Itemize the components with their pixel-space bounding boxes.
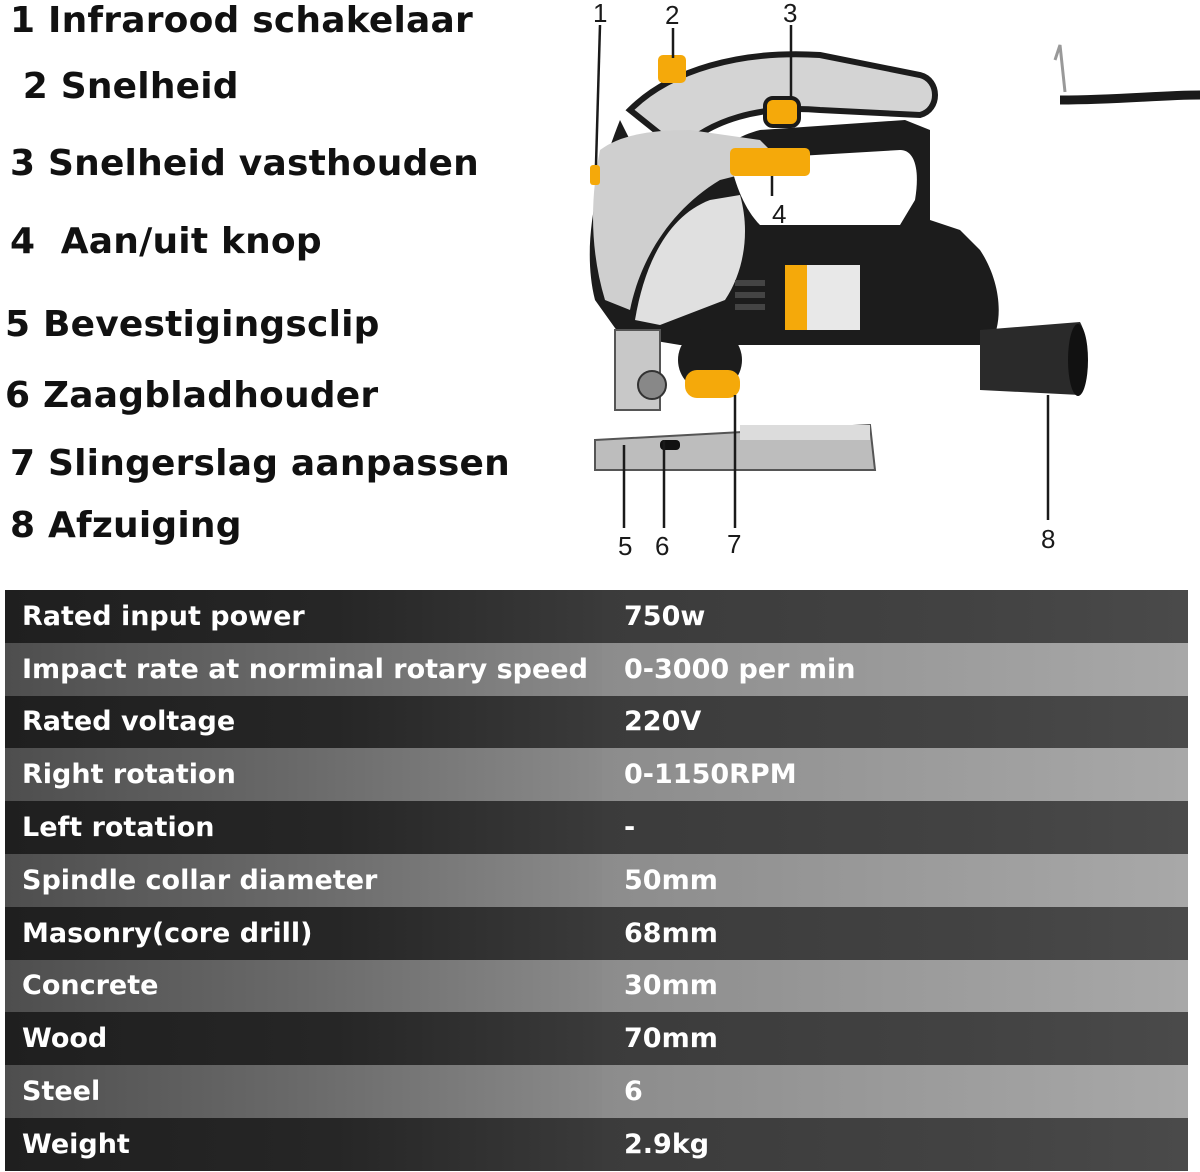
vent <box>735 280 765 286</box>
table-row <box>5 590 1188 643</box>
label-sticker-accent <box>785 265 807 330</box>
power-cord <box>1060 95 1200 100</box>
spec-label: Weight <box>5 1118 602 1171</box>
spec-value: 70mm <box>602 1012 1188 1065</box>
callout-2: 2 <box>665 0 680 30</box>
legend-item-1: 1 Infrarood schakelaar <box>10 0 473 41</box>
spec-value: 0-3000 per min <box>602 643 1188 696</box>
legend-item-8: 8 Afzuiging <box>10 505 242 546</box>
spec-label: Concrete <box>5 960 602 1013</box>
legend-item-2: 2 Snelheid <box>10 66 239 107</box>
spec-label: Right rotation <box>5 748 602 801</box>
leader-line-1 <box>596 25 600 165</box>
table-row <box>5 1012 1188 1065</box>
legend-item-3: 3 Snelheid vasthouden <box>10 143 479 184</box>
infrared-switch <box>590 165 600 185</box>
callout-4: 4 <box>772 199 787 229</box>
table-row <box>5 801 1188 854</box>
spec-label: Left rotation <box>5 801 602 854</box>
spec-value: - <box>602 801 1188 854</box>
jigsaw-illustration <box>560 0 1200 575</box>
lock-button <box>765 98 799 126</box>
spec-value: 30mm <box>602 960 1188 1013</box>
legend-item-5: 5 Bevestigingsclip <box>5 304 380 345</box>
callout-3: 3 <box>783 0 798 28</box>
blade-clamp <box>638 371 666 399</box>
legend-item-6: 6 Zaagbladhouder <box>5 375 379 416</box>
spec-value: 6 <box>602 1065 1188 1118</box>
spec-label: Wood <box>5 1012 602 1065</box>
spec-label: Rated input power <box>5 590 602 643</box>
table-row <box>5 696 1188 749</box>
callout-1: 1 <box>593 0 608 28</box>
spec-value: 0-1150RPM <box>602 748 1188 801</box>
spec-value: 2.9kg <box>602 1118 1188 1171</box>
spec-label: Spindle collar diameter <box>5 854 602 907</box>
legend-item-4: 4 Aan/uit knop <box>10 221 322 262</box>
cord-clip <box>1055 45 1065 92</box>
feature-legend <box>0 0 560 570</box>
callout-5: 5 <box>618 531 633 561</box>
spec-label: Impact rate at norminal rotary speed <box>5 643 602 696</box>
legend-item-7: 7 Slingerslag aanpassen <box>10 443 510 484</box>
table-row <box>5 960 1188 1013</box>
table-row <box>5 1118 1188 1171</box>
callout-7: 7 <box>727 529 742 559</box>
trigger <box>730 148 810 176</box>
callout-8: 8 <box>1041 524 1056 554</box>
pendulum-knob <box>685 370 740 398</box>
table-row <box>5 1065 1188 1118</box>
vent <box>735 304 765 310</box>
vent <box>735 292 765 298</box>
spec-value: 750w <box>602 590 1188 643</box>
spec-label: Steel <box>5 1065 602 1118</box>
spec-label: Masonry(core drill) <box>5 907 602 960</box>
callout-6: 6 <box>655 531 670 561</box>
base-shoe <box>740 425 870 440</box>
table-row <box>5 907 1188 960</box>
spec-value: 220V <box>602 696 1188 749</box>
spec-value: 50mm <box>602 854 1188 907</box>
spec-label: Rated voltage <box>5 696 602 749</box>
jigsaw-figure <box>560 0 1200 575</box>
speed-dial <box>658 55 686 83</box>
table-row <box>5 643 1188 696</box>
dust-port-opening <box>1068 324 1088 396</box>
table-row <box>5 748 1188 801</box>
spec-value: 68mm <box>602 907 1188 960</box>
table-row <box>5 854 1188 907</box>
spec-table <box>5 590 1188 1171</box>
